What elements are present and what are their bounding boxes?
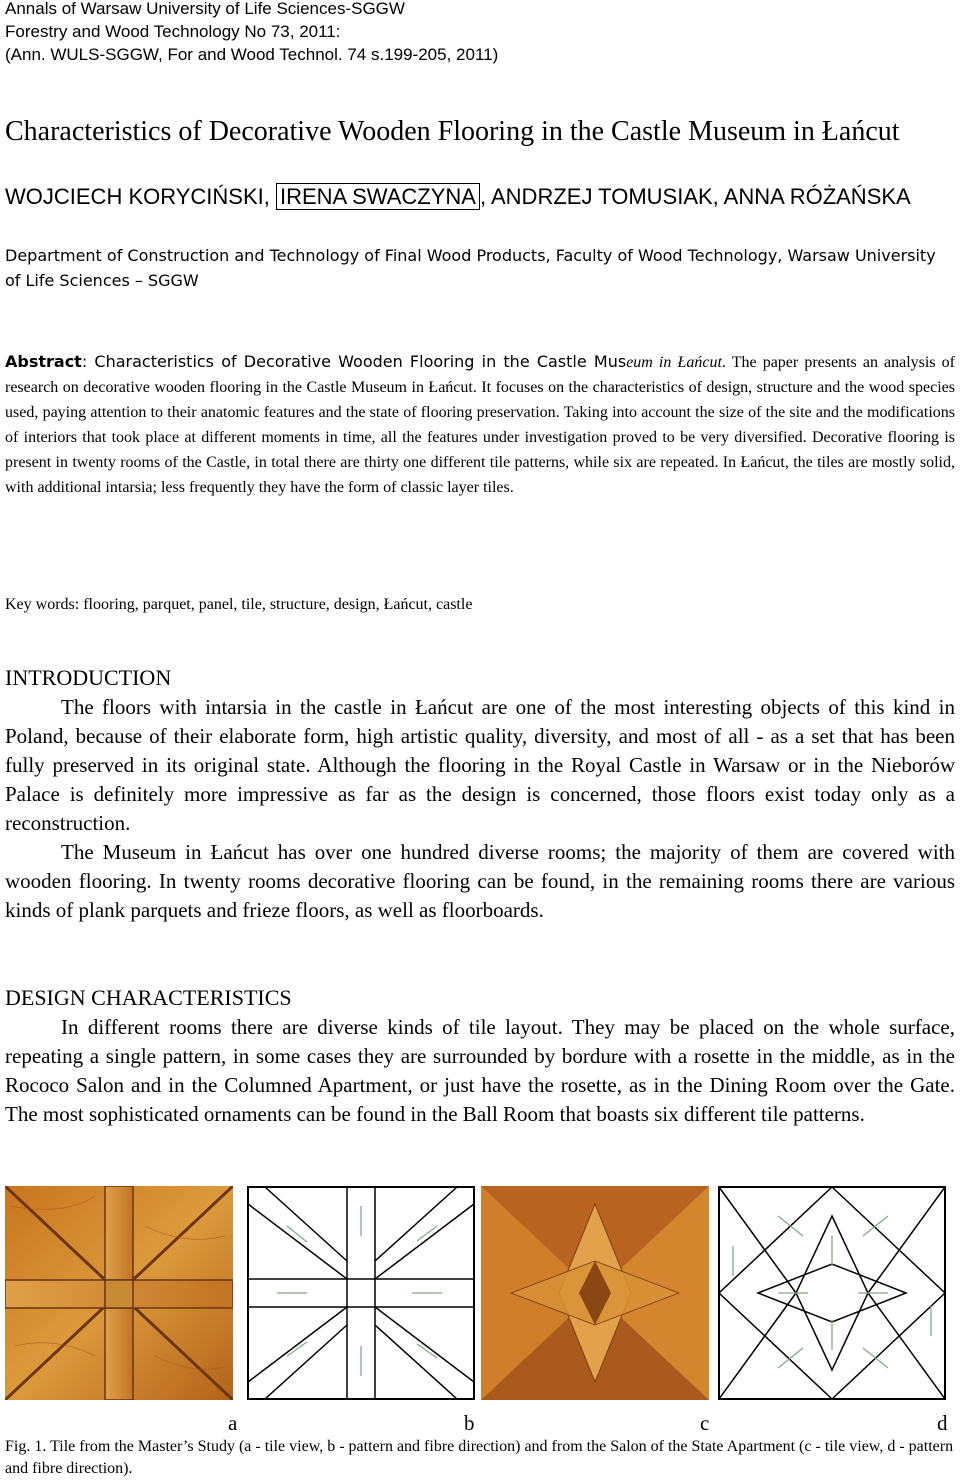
figure-label-c: c	[700, 1411, 710, 1435]
abstract-label: Abstract	[5, 352, 82, 371]
figure-caption: Fig. 1. Tile from the Master’s Study (a - tile view, b - pattern and fibre direction) and from the Salon of the State Apartment (c - tile view, d - pattern and fibre direction).	[5, 1438, 954, 1477]
paper-title: Characteristics of Decorative Wooden Flooring in the Castle Museum in Łańcut	[5, 116, 900, 147]
introduction-paragraph-1: The floors with intarsia in the castle in Łańcut are one of the most interesting objects of this kind in Poland, because of their elaborate form, high artistic quality, diversity, and most of all - as a set that has been fully preserved in its original state. Although the flooring in the Royal Castle in Warsaw or in the Nieborów Palace is definitely more impressive as far as the design is concerned, those floors exist today only as a reconstruction.	[5, 695, 955, 835]
author-2-boxed: IRENA SWACZYNA	[276, 183, 480, 210]
abstract-title: : Characteristics of Decorative Wooden Flooring in the Castle Mus	[81, 352, 627, 371]
figure-label-a: a	[228, 1411, 238, 1435]
figure-label-b: b	[464, 1411, 475, 1435]
journal-line-3: (Ann. WULS-SGGW, For and Wood Technol. 74 s.199-205, 2011)	[5, 45, 499, 64]
section-heading-design: DESIGN CHARACTERISTICS	[5, 985, 292, 1010]
journal-line-1: Annals of Warsaw University of Life Sciences-SGGW	[5, 0, 405, 18]
author-1: WOJCIECH KORYCIŃSKI,	[5, 184, 270, 209]
figure-1b-pattern-diagram	[247, 1186, 475, 1400]
design-paragraph-1: In different rooms there are diverse kinds of tile layout. They may be placed on the whole surface, repeating a single pattern, in some cases they are surrounded by bordure with a rosette in the middle, as in the Rococo Salon and in the Columned Apartment, or just have the rosette, as in the Dining Room over the Gate. The most sophisticated ornaments can be found in the Ball Room that boasts six different tile patterns.	[5, 1015, 955, 1126]
introduction-paragraph-2: The Museum in Łańcut has over one hundred diverse rooms; the majority of them are covered with wooden flooring. In twenty rooms decorative flooring can be found, in the remaining rooms there are various kinds of plank parquets and frieze floors, as well as floorboards.	[5, 840, 955, 922]
figure-label-d: d	[937, 1411, 948, 1435]
section-heading-introduction: INTRODUCTION	[5, 665, 172, 690]
figure-1c-tile-photo	[481, 1186, 709, 1400]
abstract-text: . The paper presents an analysis of research on decorative wooden flooring in the Castle Museum in Łańcut. It focuses on the characteristics of design, structure and the wood species used, paying attention to their anatomic features and the state of flooring preservation. Taking into account the size of the site and the modifications of interiors that took place at different moments in time, all the features under investigation proved to be very diversified. Decorative flooring is present in twenty rooms of the Castle, in total there are thirty one different tile patterns, while six are repeated. In Łańcut, the tiles are mostly solid, with additional intarsia; less frequently they have the form of classic layer tiles.	[5, 354, 955, 496]
figure-1d-pattern-diagram	[718, 1186, 946, 1400]
author-rest: , ANDRZEJ TOMUSIAK, ANNA RÓŻAŃSKA	[479, 184, 911, 209]
figure-1a-tile-photo	[5, 1186, 233, 1400]
abstract-title-italic: eum in Łańcut	[626, 354, 722, 371]
abstract	[5, 349, 955, 500]
author-list	[5, 183, 945, 211]
affiliation: Department of Construction and Technology of Final Wood Products, Faculty of Wood Technology, Warsaw University of Life Sciences – SGGW	[5, 246, 936, 290]
design-body	[5, 1013, 955, 1129]
keywords: Key words: flooring, parquet, panel, tile, structure, design, Łańcut, castle	[5, 596, 473, 613]
introduction-body	[5, 693, 955, 925]
journal-line-2: Forestry and Wood Technology No 73, 2011:	[5, 22, 341, 41]
journal-header	[5, 0, 498, 66]
